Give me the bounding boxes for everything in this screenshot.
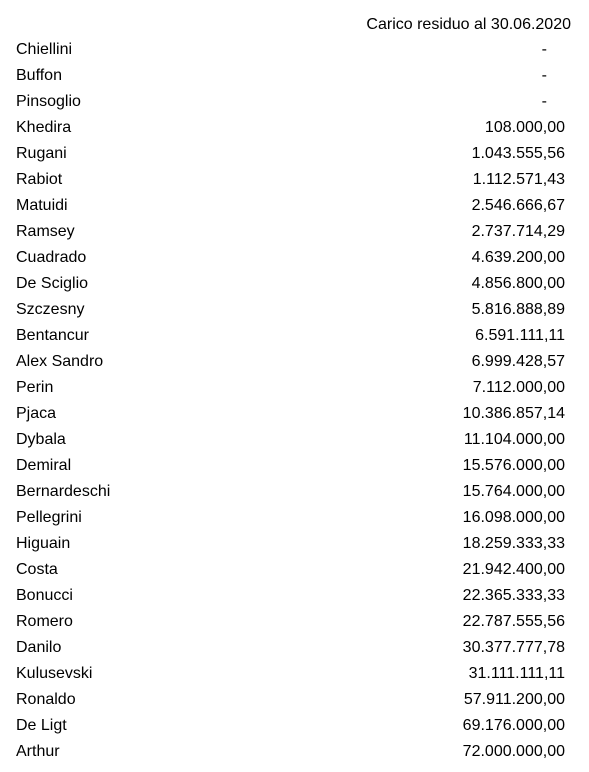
table-row xyxy=(0,323,589,349)
residual-cost-cell: 5.816.888,89 xyxy=(471,301,565,318)
residual-cost-cell: 2.737.714,29 xyxy=(471,223,565,240)
table-row xyxy=(0,661,589,687)
player-name-cell: Bernardeschi xyxy=(16,483,111,500)
residual-cost-cell: 2.546.666,67 xyxy=(471,197,565,214)
residual-cost-cell: - xyxy=(541,67,547,84)
residual-cost-cell: 6.999.428,57 xyxy=(471,353,565,370)
residual-cost-cell: 16.098.000,00 xyxy=(462,509,565,526)
table-row xyxy=(0,37,589,63)
residual-cost-cell: 57.911.200,00 xyxy=(463,691,565,708)
player-name-cell: Buffon xyxy=(16,67,62,84)
table-row xyxy=(0,219,589,245)
table-row xyxy=(0,63,589,89)
residual-cost-cell: 22.787.555,56 xyxy=(462,613,565,630)
player-name-cell: Higuain xyxy=(16,535,71,552)
table-row xyxy=(0,505,589,531)
player-name-cell: Chiellini xyxy=(16,41,73,58)
player-name-cell: De Sciglio xyxy=(16,275,89,292)
player-name-cell: Arthur xyxy=(16,743,60,760)
table-row xyxy=(0,427,589,453)
residual-cost-cell: 4.856.800,00 xyxy=(471,275,565,292)
table-row xyxy=(0,713,589,739)
residual-cost-cell: 6.591.111,11 xyxy=(475,327,565,344)
table-row xyxy=(0,375,589,401)
player-name-cell: Romero xyxy=(16,613,73,630)
player-name-cell: De Ligt xyxy=(16,717,67,734)
residual-cost-cell: 108.000,00 xyxy=(484,119,565,136)
table-row xyxy=(0,245,589,271)
table-row xyxy=(0,167,589,193)
residual-cost-cell: 1.043.555,56 xyxy=(471,145,565,162)
table-row xyxy=(0,141,589,167)
residual-cost-cell: - xyxy=(541,93,547,110)
table-row xyxy=(0,531,589,557)
table-rows xyxy=(0,37,589,765)
player-name-cell: Ronaldo xyxy=(16,691,76,708)
table-row xyxy=(0,115,589,141)
residual-cost-cell: 1.112.571,43 xyxy=(472,171,565,188)
player-name-cell: Demiral xyxy=(16,457,72,474)
player-name-cell: Perin xyxy=(16,379,54,396)
column-header-residual-cost: Carico residuo al 30.06.2020 xyxy=(366,16,571,33)
player-name-cell: Ramsey xyxy=(16,223,75,240)
table-row xyxy=(0,557,589,583)
table-row xyxy=(0,635,589,661)
residual-cost-cell: 30.377.777,78 xyxy=(462,639,565,656)
table-row xyxy=(0,687,589,713)
player-name-cell: Rabiot xyxy=(16,171,63,188)
table-row xyxy=(0,479,589,505)
table-row xyxy=(0,739,589,765)
player-name-cell: Szczesny xyxy=(16,301,85,318)
player-name-cell: Khedira xyxy=(16,119,72,136)
player-name-cell: Bentancur xyxy=(16,327,89,344)
residual-cost-cell: 69.176.000,00 xyxy=(462,717,565,734)
table-row xyxy=(0,583,589,609)
table-row xyxy=(0,453,589,479)
residual-cost-cell: 31.111.111,11 xyxy=(468,665,565,682)
player-name-cell: Pellegrini xyxy=(16,509,82,526)
table-row xyxy=(0,349,589,375)
player-name-cell: Bonucci xyxy=(16,587,73,604)
residual-cost-cell: 15.576.000,00 xyxy=(462,457,565,474)
residual-cost-cell: 72.000.000,00 xyxy=(462,743,565,760)
player-name-cell: Kulusevski xyxy=(16,665,93,682)
residual-cost-cell: 7.112.000,00 xyxy=(472,379,565,396)
player-name-cell: Pjaca xyxy=(16,405,57,422)
residual-cost-cell: 15.764.000,00 xyxy=(462,483,565,500)
player-name-cell: Cuadrado xyxy=(16,249,87,266)
player-name-cell: Dybala xyxy=(16,431,66,448)
table-row xyxy=(0,271,589,297)
residual-cost-cell: 11.104.000,00 xyxy=(463,431,565,448)
header-row xyxy=(0,12,589,38)
player-name-cell: Rugani xyxy=(16,145,67,162)
player-name-cell: Pinsoglio xyxy=(16,93,81,110)
table-row xyxy=(0,297,589,323)
residual-cost-cell: 18.259.333,33 xyxy=(462,535,565,552)
player-name-cell: Alex Sandro xyxy=(16,353,104,370)
player-name-cell: Costa xyxy=(16,561,58,578)
residual-cost-cell: 10.386.857,14 xyxy=(462,405,565,422)
residual-cost-cell: 4.639.200,00 xyxy=(471,249,565,266)
player-name-cell: Matuidi xyxy=(16,197,68,214)
table-row xyxy=(0,193,589,219)
residual-cost-cell: 22.365.333,33 xyxy=(462,587,565,604)
residual-cost-cell: - xyxy=(541,41,547,58)
table-row xyxy=(0,609,589,635)
player-name-cell: Danilo xyxy=(16,639,62,656)
table-row xyxy=(0,401,589,427)
table-row xyxy=(0,89,589,115)
residual-cost-cell: 21.942.400,00 xyxy=(462,561,565,578)
